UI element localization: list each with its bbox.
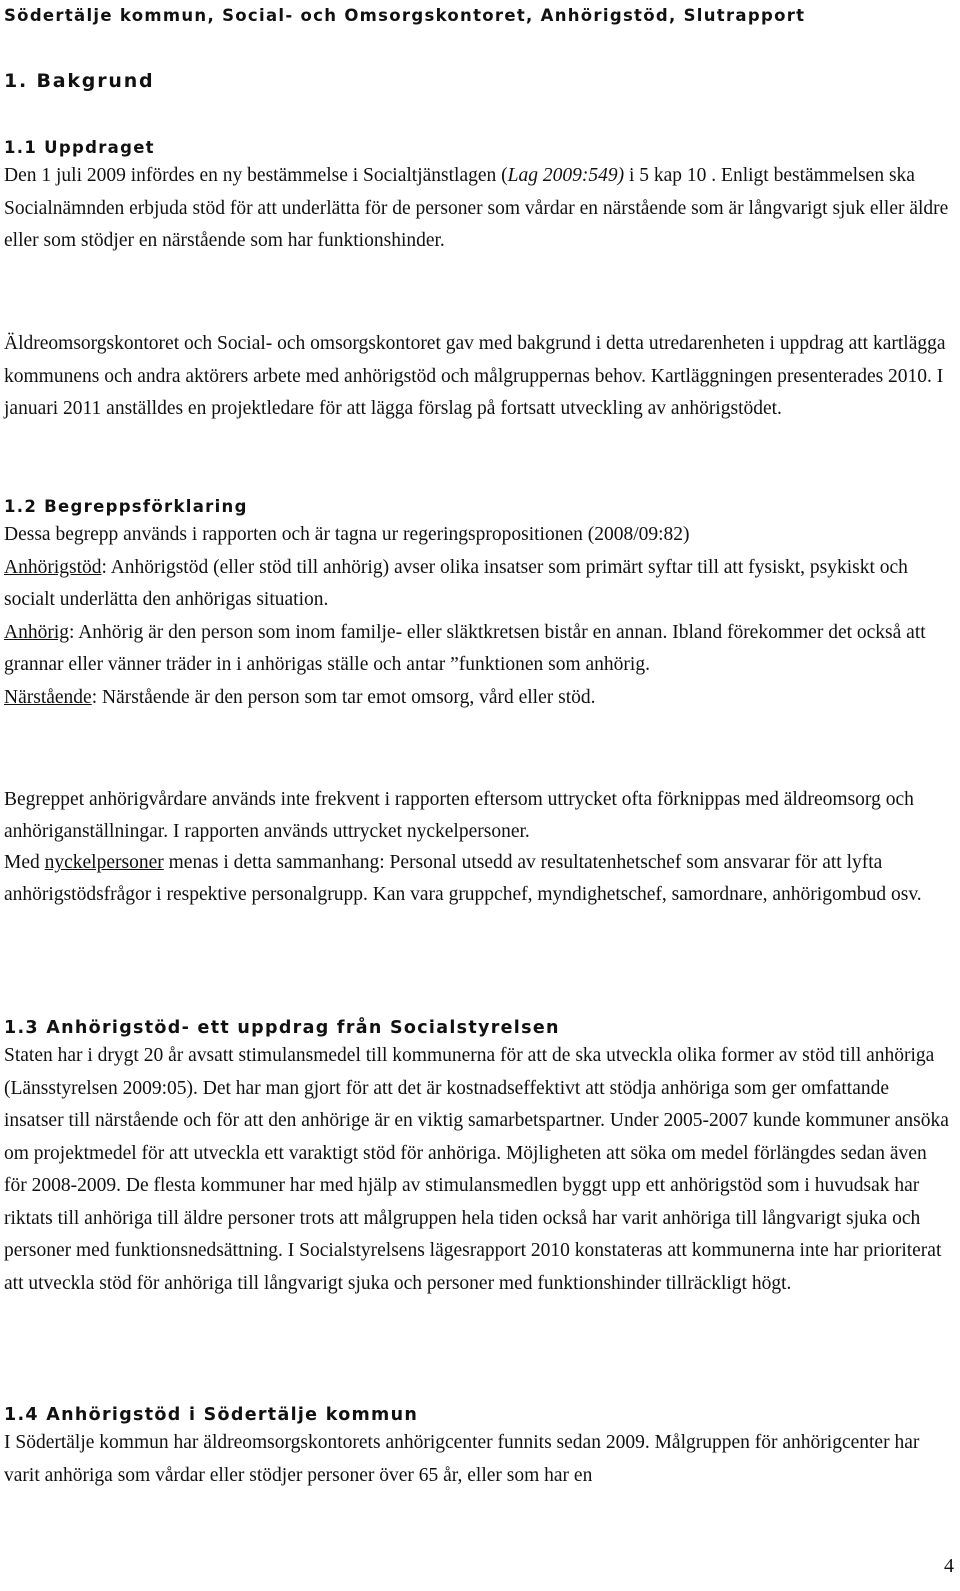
- section-title: 1.2 Begreppsförklaring: [4, 497, 248, 516]
- definition: Närstående: Närstående är den person som tar emot omsorg, vård eller stöd.: [4, 686, 596, 708]
- section-1-4: [4, 1405, 949, 1492]
- section-title: 1.4 Anhörigstöd i Södertälje kommun: [4, 1405, 419, 1425]
- paragraph: Den 1 juli 2009 infördes en ny bestämmelse i Socialtjänstlagen (Lag 2009:549) i 5 kap 10 . Enligt bestämmelsen ska Socialnämnden erbjuda stöd för att underlätta för de personer som vårdar en närstående som är långvarigt sjuk eller äldre eller som stödjer en närstående som har funktionshinder.: [4, 165, 949, 251]
- definition: Anhörig: Anhörig är den person som inom familje- eller släktkretsen bistår en annan. Ibland förekommer det också att grannar eller vänner träder in i anhörigas ställe och antar ”funktionen som anhörig.: [4, 621, 926, 675]
- paragraph-block: [4, 784, 949, 910]
- paragraph: Med nyckelpersoner menas i detta sammanhang: Personal utsedd av resultatenhetschef som ansvarar för att lyfta anhörigstödsfrågor i respektive personalgrupp. Kan vara gruppchef, myndighetschef, samordnare, anhörigombud osv.: [4, 852, 922, 905]
- page-number: 4: [944, 1555, 954, 1577]
- paragraph-block: [4, 328, 949, 426]
- paragraph: Äldreomsorgskontoret och Social- och omsorgskontoret gav med bakgrund i detta utredarenheten i uppdrag att kartlägga kommunens och andra aktörers arbete med anhörigstöd och målgruppernas behov. Kartläggningen presenterades 2010. I januari 2011 anställdes en projektledare för att lägga förslag på fortsatt utveckling av anhörigstödet.: [4, 333, 946, 419]
- term: Närstående: [4, 686, 92, 708]
- section-1-1: [4, 138, 949, 258]
- section-1-3: [4, 1018, 949, 1300]
- chapter-heading: 1. Bakgrund: [4, 70, 155, 92]
- section-title: 1.3 Anhörigstöd- ett uppdrag från Socialstyrelsen: [4, 1018, 560, 1038]
- paragraph: I Södertälje kommun har äldreomsorgskontorets anhörigcenter funnits sedan 2009. Målgruppen för anhörigcenter har varit anhöriga som vårdar eller stödjer personer över 65 år, eller som har en: [4, 1432, 920, 1486]
- term: nyckelpersoner: [44, 852, 164, 873]
- section-1-2: [4, 497, 949, 714]
- section-title: 1.1 Uppdraget: [4, 138, 155, 157]
- term: Anhörigstöd: [4, 556, 102, 578]
- term: Anhörig: [4, 621, 69, 643]
- paragraph: Staten har i drygt 20 år avsatt stimulansmedel till kommunerna för att de ska utveckla olika former av stöd till anhöriga (Länsstyrelsen 2009:05). Det har man gjort för att det är kostnadseffektivt att stödja anhöriga som ger omfattande insatser till närstående och för att den anhörige är en viktig samarbetspartner. Under 2005-2007 kunde kommuner ansöka om projektmedel för att utveckla ett varaktigt stöd för anhöriga. Möjligheten att söka om medel förlängdes sedan även för 2008-2009. De flesta kommuner har med hjälp av stimulansmedlen byggt upp ett anhörigstöd som i huvudsak har riktats till anhöriga till äldre personer trots att målgruppen hela tiden också har varit anhöriga till långvarigt sjuka och personer med funktionsnedsättning. I Socialstyrelsens lägesrapport 2010 konstateras att kommunerna inte har prioriterat att utveckla stöd för anhöriga till långvarigt sjuka och personer med funktionshinder tillräckligt högt.: [4, 1045, 949, 1294]
- running-header: Södertälje kommun, Social- och Omsorgskontoret, Anhörigstöd, Slutrapport: [4, 6, 806, 25]
- definition: Anhörigstöd: Anhörigstöd (eller stöd till anhörig) avser olika insatser som primärt syftar till att fysiskt, psykiskt och socialt underlätta den anhörigas situation.: [4, 556, 908, 610]
- paragraph: Begreppet anhörigvårdare används inte frekvent i rapporten eftersom uttrycket ofta förknippas med äldreomsorg och anhöriganställningar. I rapporten används uttrycket nyckelpersoner.: [4, 789, 914, 842]
- paragraph: Dessa begrepp används i rapporten och är tagna ur regeringspropositionen (2008/09:82): [4, 524, 690, 545]
